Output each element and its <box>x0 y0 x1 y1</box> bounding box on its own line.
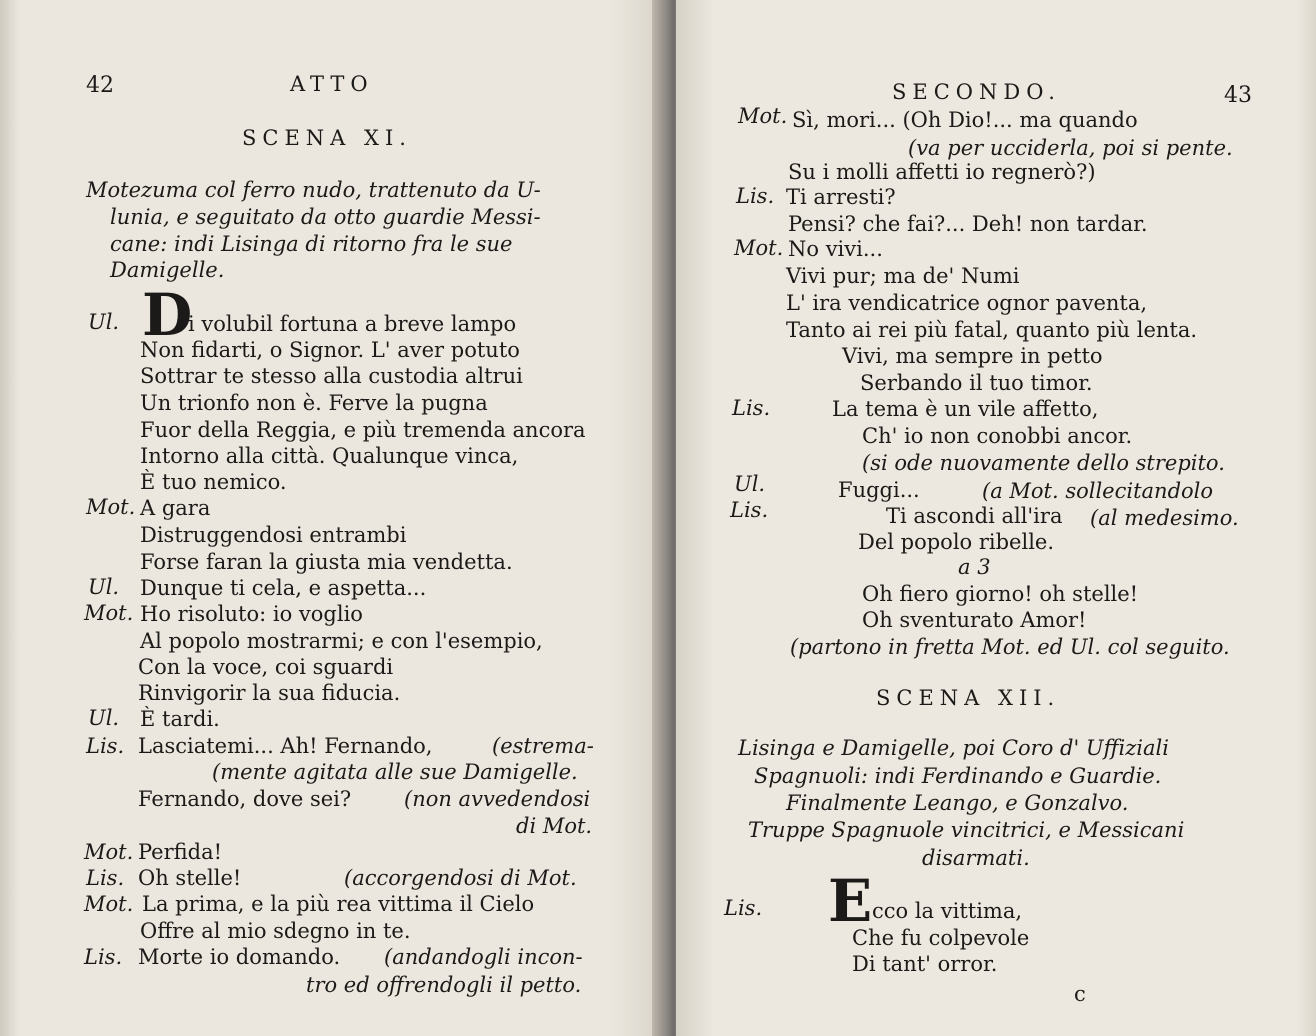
verse-line: i volubil fortuna a breve lampo <box>188 312 517 336</box>
scene-description-line: disarmati. <box>922 846 1030 870</box>
scene-description-line: Spagnuoli: indi Ferdinando e Guardie. <box>754 764 1162 788</box>
verse-line: Del popolo ribelle. <box>858 530 1055 554</box>
speaker-label: Mot. <box>84 840 134 864</box>
stage-direction: (non avvedendosi <box>404 787 591 811</box>
verse-line: Pensi? che fai?... Deh! non tardar. <box>788 212 1148 236</box>
verse-line: Vivi pur; ma de' Numi <box>786 264 1020 288</box>
stage-direction: (si ode nuovamente dello strepito. <box>862 451 1225 475</box>
scene-title: SCENA XI. <box>242 126 412 150</box>
speaker-label: Ul. <box>88 706 120 730</box>
drop-cap: D <box>142 281 193 349</box>
page-number: 43 <box>1224 83 1252 108</box>
signature-mark: c <box>1074 982 1086 1006</box>
verse-line: Al popolo mostrarmi; e con l'esempio, <box>140 629 543 653</box>
right-page <box>676 0 1316 1036</box>
running-header: SECONDO. <box>892 80 1061 104</box>
verse-line: La prima, e la più rea vittima il Cielo <box>142 892 535 916</box>
verse-line: Con la voce, coi sguardi <box>138 655 394 679</box>
speaker-label: Ul. <box>734 472 766 496</box>
verse-line: È tardi. <box>140 707 220 731</box>
verse-line: Dunque ti cela, e aspetta... <box>140 576 427 600</box>
stage-direction: a 3 <box>958 555 991 579</box>
verse-line: Non fidarti, o Signor. L' aver potuto <box>140 338 520 362</box>
stage-direction: tro ed offrendogli il petto. <box>306 973 582 997</box>
verse-line: Serbando il tuo timor. <box>860 371 1093 395</box>
speaker-label: Mot. <box>86 495 136 519</box>
verse-line: Lasciatemi... Ah! Fernando, <box>138 734 433 758</box>
verse-line: Oh stelle! <box>138 866 242 890</box>
scene-title: SCENA XII. <box>876 686 1061 710</box>
verse-line: È tuo nemico. <box>140 470 287 494</box>
verse-line: Fuor della Reggia, e più tremenda ancora <box>140 418 586 442</box>
verse-line: Distruggendosi entrambi <box>140 523 407 547</box>
stage-direction: (va per ucciderla, poi si pente. <box>908 136 1233 160</box>
scene-description-line: lunia, e seguitato da otto guardie Messi- <box>110 205 541 229</box>
verse-line: Fernando, dove sei? <box>138 787 352 811</box>
verse-line: Sottrar te stesso alla custodia altrui <box>140 364 523 388</box>
verse-line: Tanto ai rei più fatal, quanto più lenta. <box>786 318 1198 342</box>
verse-line: Oh fiero giorno! oh stelle! <box>862 582 1139 606</box>
speaker-label: Mot. <box>734 236 784 260</box>
stage-direction: (andandogli incon- <box>384 945 583 969</box>
verse-line: Su i molli affetti io regnerò?) <box>788 160 1096 184</box>
scene-description-line: Damigelle. <box>110 258 225 282</box>
stage-direction: (partono in fretta Mot. ed Ul. col seguito. <box>790 635 1230 659</box>
speaker-label: Lis. <box>732 396 771 420</box>
verse-line: Perfida! <box>138 840 223 864</box>
page-number: 42 <box>86 73 114 98</box>
verse-line: Offre al mio sdegno in te. <box>140 919 411 943</box>
speaker-label: Mot. <box>738 104 788 128</box>
speaker-label: Lis. <box>84 945 123 969</box>
speaker-label: Ul. <box>88 575 120 599</box>
verse-line: Rinvigorir la sua fiducia. <box>138 681 401 705</box>
stage-direction: (mente agitata alle sue Damigelle. <box>212 760 578 784</box>
verse-line: La tema è un vile affetto, <box>832 397 1099 421</box>
verse-line: Ti arresti? <box>786 185 896 209</box>
verse-line: No vivi... <box>788 237 883 261</box>
stage-direction: (al medesimo. <box>1090 506 1239 530</box>
verse-line: Ho risoluto: io voglio <box>140 602 363 626</box>
scene-description-line: Motezuma col ferro nudo, trattenuto da U- <box>86 178 541 202</box>
speaker-label: Mot. <box>84 601 134 625</box>
stage-direction: (estrema- <box>492 734 594 758</box>
verse-line: L' ira vendicatrice ognor paventa, <box>786 291 1148 315</box>
stage-direction: (accorgendosi di Mot. <box>344 866 577 890</box>
verse-line: Fuggi... <box>838 478 920 502</box>
stage-direction: di Mot. <box>516 814 593 838</box>
stage-direction: (a Mot. sollecitandolo <box>982 479 1214 503</box>
scene-description-line: Lisinga e Damigelle, poi Coro d' Uffiziali <box>738 736 1169 760</box>
speaker-label: Ul. <box>88 310 120 334</box>
verse-line: Un trionfo non è. Ferve la pugna <box>140 391 488 415</box>
scene-description-line: cane: indi Lisinga di ritorno fra le sue <box>110 232 513 256</box>
scene-description-line: Finalmente Leango, e Gonzalvo. <box>786 791 1129 815</box>
verse-line: Ch' io non conobbi ancor. <box>862 424 1133 448</box>
verse-line: Che fu colpevole <box>852 926 1030 950</box>
speaker-label: Lis. <box>86 866 125 890</box>
verse-line: Ti ascondi all'ira <box>886 504 1063 528</box>
speaker-label: Lis. <box>724 896 763 920</box>
verse-line: cco la vittima, <box>872 899 1023 923</box>
speaker-label: Lis. <box>730 498 769 522</box>
verse-line: Morte io domando. <box>138 945 341 969</box>
verse-line: A gara <box>140 496 211 520</box>
verse-line: Di tant' orror. <box>852 952 998 976</box>
running-header: ATTO <box>290 72 374 96</box>
speaker-label: Lis. <box>86 734 125 758</box>
drop-cap: E <box>828 867 873 935</box>
verse-line: Oh sventurato Amor! <box>862 608 1087 632</box>
speaker-label: Mot. <box>84 892 134 916</box>
speaker-label: Lis. <box>736 184 775 208</box>
verse-line: Sì, mori... (Oh Dio!... ma quando <box>792 108 1138 132</box>
verse-line: Vivi, ma sempre in petto <box>842 344 1103 368</box>
verse-line: Forse faran la giusta mia vendetta. <box>140 550 513 574</box>
verse-line: Intorno alla città. Qualunque vinca, <box>140 444 519 468</box>
scene-description-line: Truppe Spagnuole vincitrici, e Messicani <box>748 818 1185 842</box>
